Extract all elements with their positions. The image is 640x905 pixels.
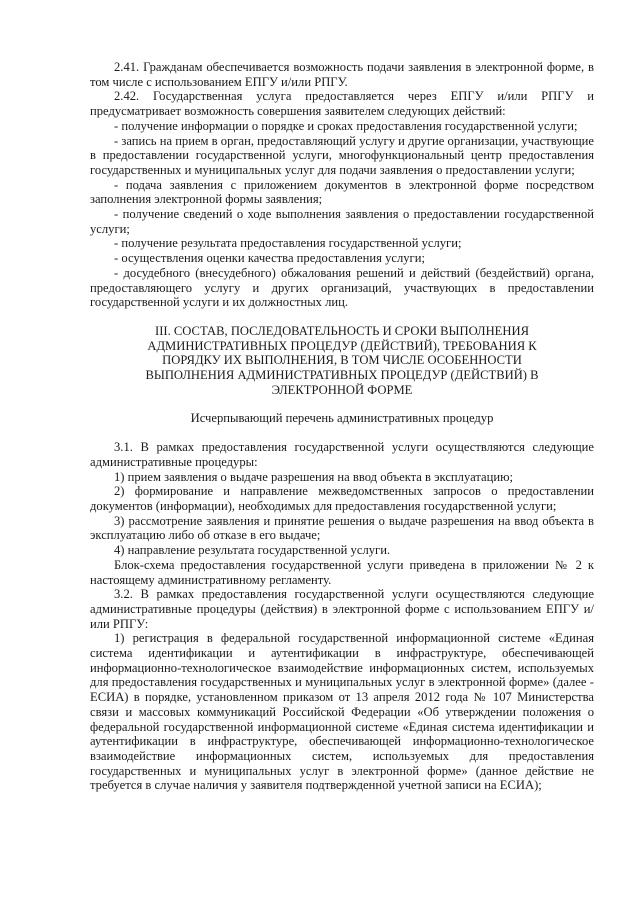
spacer (90, 310, 594, 324)
list-item: - запись на прием в орган, предоставляющий услугу и другие организации, участвующие в предоставлении государственной услуги, многофункциональный центр предоставления государственных и муниципальных услуг для подачи заявления о предоставлении услуги; (90, 133, 594, 177)
paragraph-2-41: 2.41. Гражданам обеспечивается возможность подачи заявления в электронной форме, в том числе с использованием ЕПГУ и/или РПГУ. (90, 60, 594, 89)
paragraph-block-scheme: Блок-схема предоставления государственной услуги приведена в приложении № 2 к настоящему административному регламенту. (90, 557, 594, 587)
list-item: 1) прием заявления о выдаче разрешения на ввод объекта в эксплуатацию; (114, 469, 513, 484)
paragraph-2-42: 2.42. Государственная услуга предоставляется через ЕПГУ и/или РПГУ и предусматривает возможность совершения заявителем следующих действий: (90, 89, 594, 119)
spacer (90, 397, 594, 411)
list-item: - получение результата предоставления государственной услуги; (114, 236, 462, 251)
paragraph-3-2: 3.2. В рамках предоставления государственной услуги осуществляются следующие административные процедуры (действия) в электронной форме с использованием ЕПГУ и/или РПГУ: (90, 587, 594, 631)
section-heading: III. СОСТАВ, ПОСЛЕДОВАТЕЛЬНОСТЬ И СРОКИ ВЫПОЛНЕНИЯ АДМИНИСТРАТИВНЫХ ПРОЦЕДУР (ДЕЙСТВИЙ), ТРЕБОВАНИЯ К ПОРЯДКУ ИХ ВЫПОЛНЕНИЯ, В ТОМ ЧИСЛЕ ОСОБЕННОСТИ ВЫПОЛНЕНИЯ АДМИНИСТРАТИВНЫХ ПРОЦЕДУР (ДЕЙСТВИЙ) В ЭЛЕКТРОННОЙ ФОРМЕ (145, 323, 539, 397)
subheading: Исчерпывающий перечень административных процедур (190, 411, 494, 426)
list-item: 2) формирование и направление межведомственных запросов о предоставлении документов (информации), необходимых для предоставления государственной услуги; (90, 484, 594, 513)
list-item: 1) регистрация в федеральной государственной информационной системе «Единая система идентификации и аутентификации в инфраструктуре, обеспечивающей информационно-технологическое взаимодействие информационных систем, используемых для предоставления государственных и муниципальных услуг в электронной форме» (далее - ЕСИА) в порядке, установленном приказом от 13 апреля 2012 года № 107 Министерства связи и массовых коммуникаций Российской Федерации «Об утверждении положения о федеральной государственной информационной системе «Единая система идентификации и аутентификации в инфраструктуре, обеспечивающей информационно-технологическое взаимодействие информационных систем, используемых для предоставления государственных и муниципальных услуг в электронной форме» (данное действие не требуется в случае наличия у заявителя подтвержденной учетной записи на ЕСИА); (90, 631, 594, 793)
list-item: - досудебного (внесудебного) обжалования решений и действий (бездействий) органа, предоставляющего услугу и других организаций, участвующих в предоставлении государственной услуги и их должностных лиц. (90, 265, 594, 310)
document-page (90, 60, 594, 793)
list-item: 3) рассмотрение заявления и принятие решения о выдаче разрешения на ввод объекта в эксплуатацию либо об отказе в его выдаче; (90, 513, 594, 543)
list-item: 4) направление результата государственной услуги. (114, 543, 391, 558)
list-item: - получение информации о порядке и сроках предоставления государственной услуги; (114, 118, 578, 133)
list-item: - получение сведений о ходе выполнения заявления о предоставлении государственной услуги; (90, 207, 594, 236)
list-item: - подача заявления с приложением документов в электронной форме посредством заполнения электронной формы заявления; (90, 177, 594, 207)
list-item: - осуществления оценки качества предоставления услуги; (114, 251, 425, 266)
paragraph-3-1: 3.1. В рамках предоставления государственной услуги осуществляются следующие административные процедуры: (90, 440, 594, 469)
spacer (90, 426, 594, 440)
